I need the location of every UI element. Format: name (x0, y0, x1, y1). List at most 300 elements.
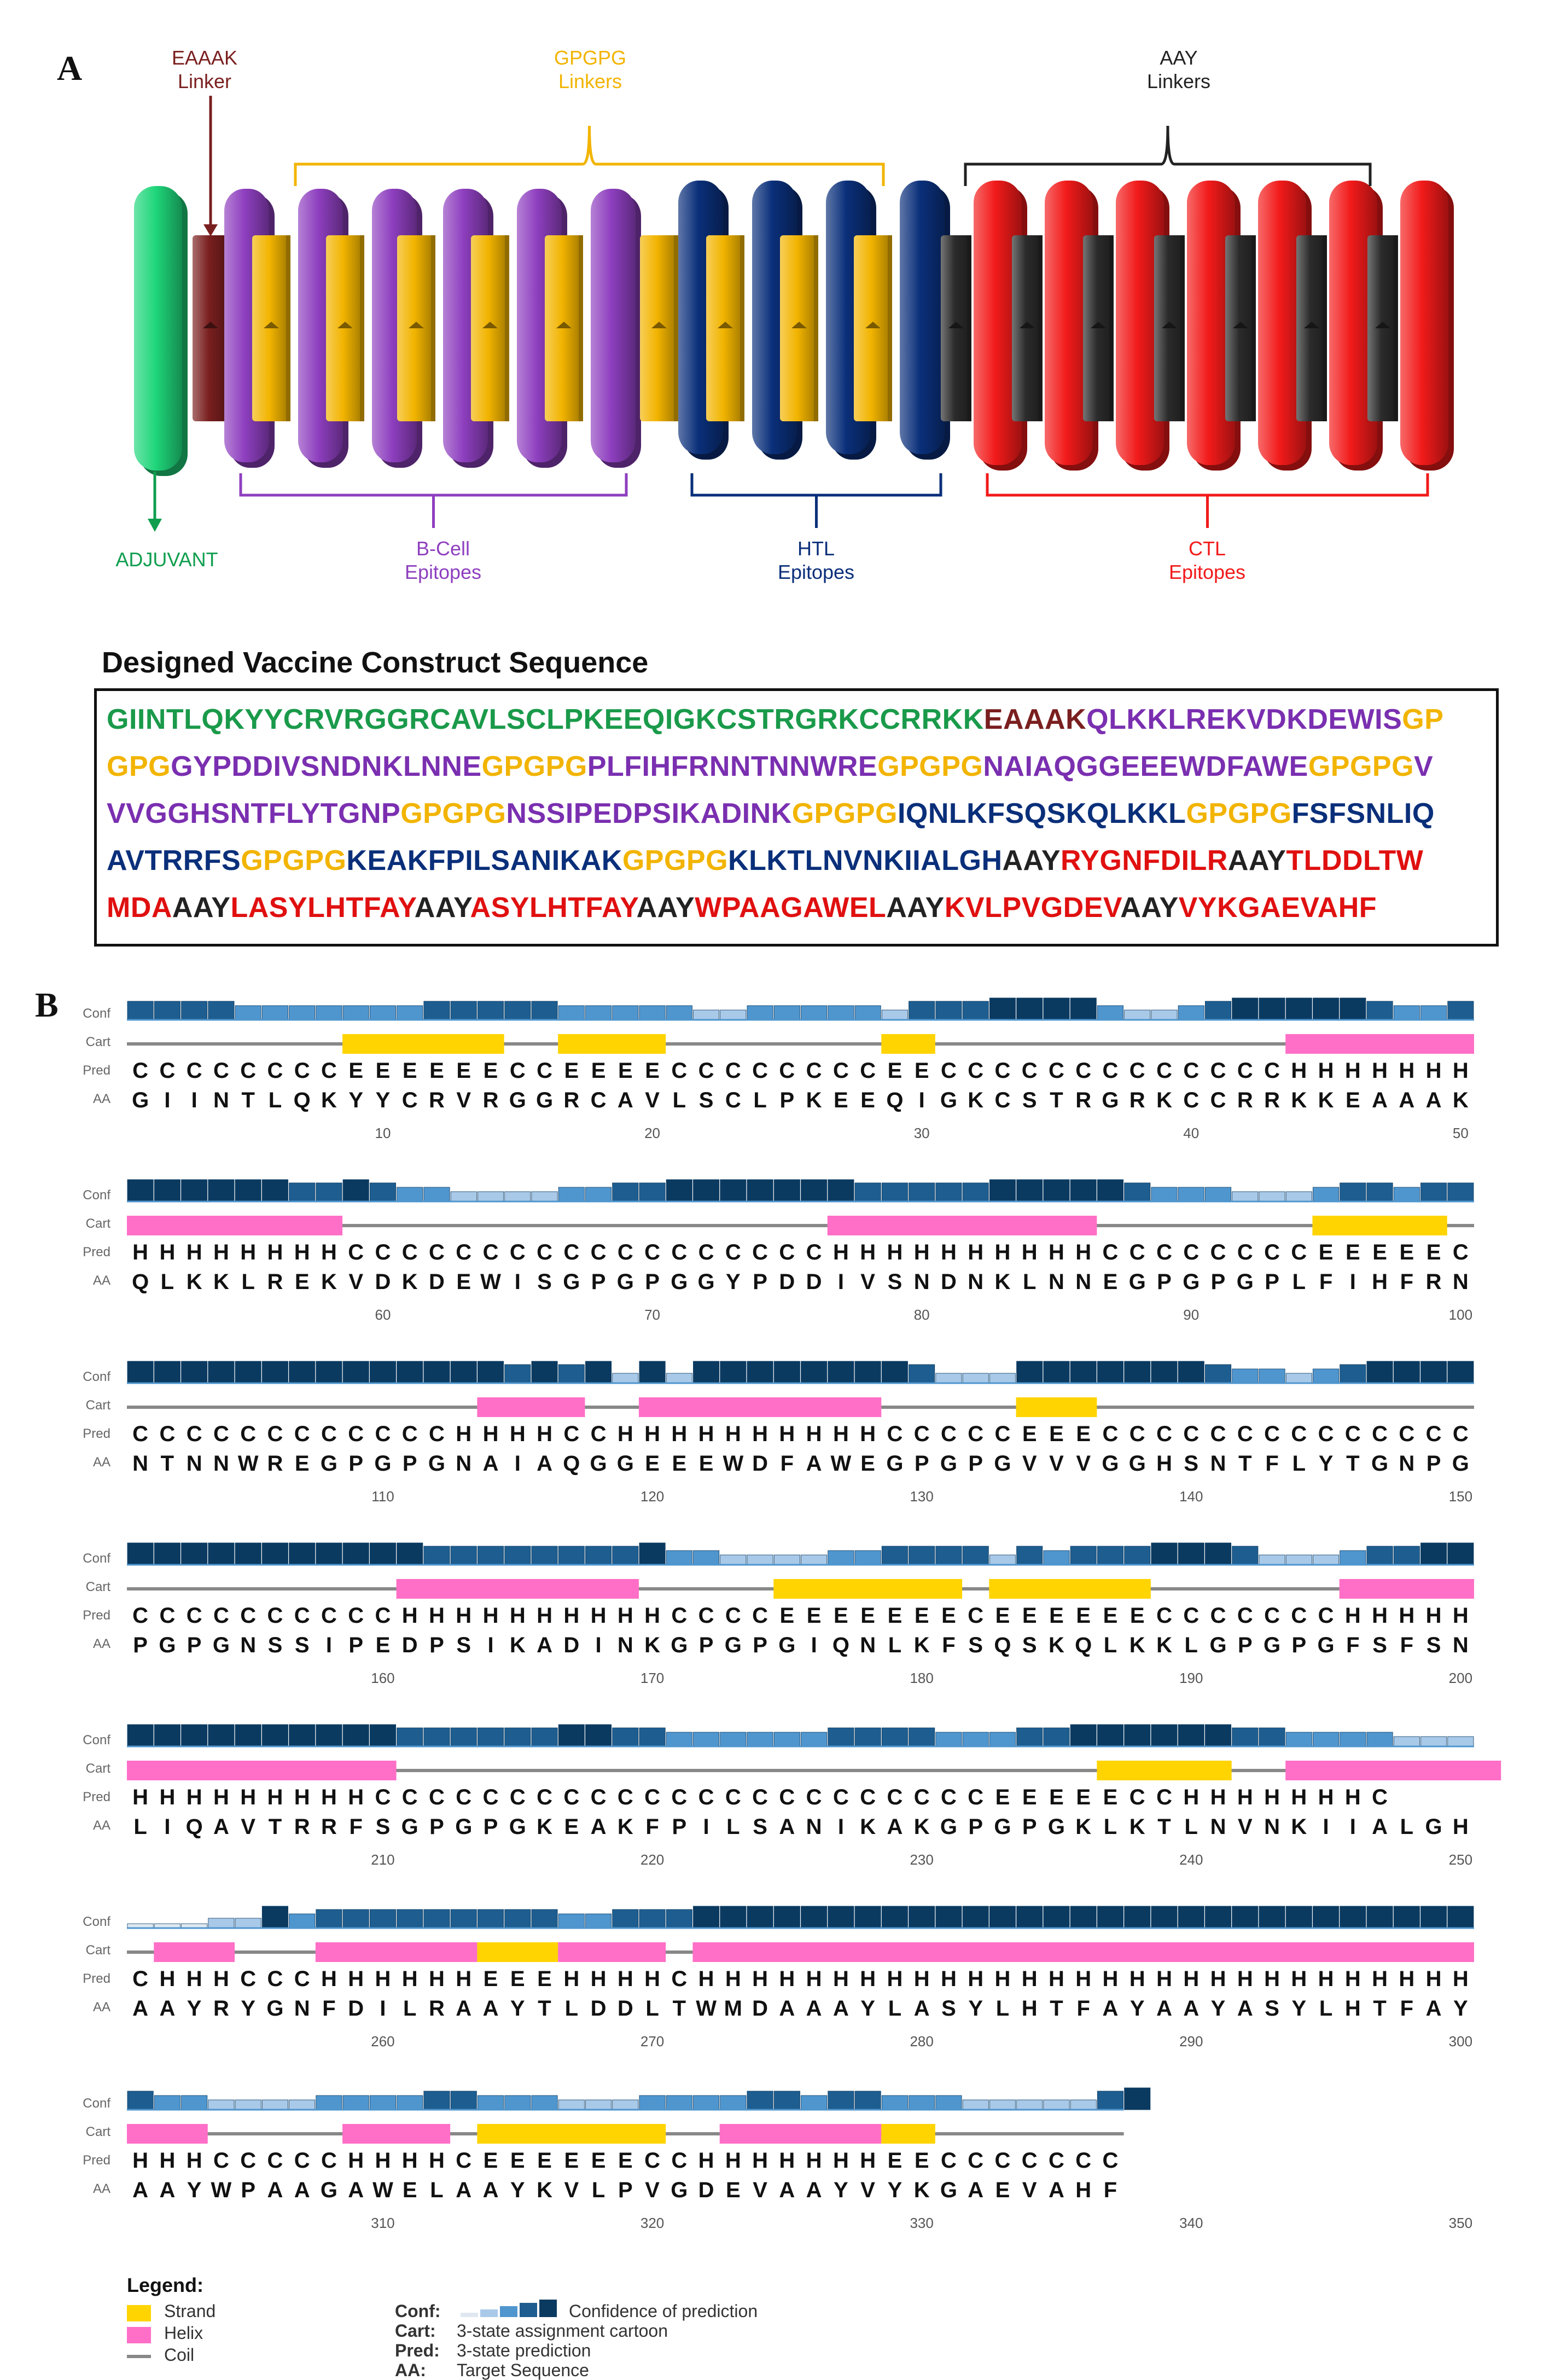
conf-bar (1313, 1555, 1338, 1565)
conf-bar (1340, 1906, 1366, 1928)
conf-bar (1151, 1187, 1177, 1201)
conf-bar (1044, 1906, 1069, 1928)
conf-bar (1448, 1543, 1474, 1565)
aay-linker (1154, 235, 1185, 421)
conf-bar (343, 1909, 369, 1928)
pred-letter: H (1291, 1059, 1307, 1083)
conf-bar (1044, 1361, 1069, 1383)
conf-bar (1017, 1361, 1043, 1383)
aa-letter: E (698, 1452, 714, 1476)
conf-bar (235, 1361, 261, 1383)
aa-letter: N (132, 1452, 149, 1476)
aa-letter: W (372, 2178, 393, 2202)
pred-letter: H (456, 1422, 472, 1446)
aa-letter: G (266, 1996, 284, 2021)
conf-bar (1178, 1906, 1204, 1928)
conf-bar (343, 1543, 369, 1565)
conf-bar (1097, 1180, 1123, 1201)
aa-letter: K (1291, 1088, 1307, 1112)
conf-bar (1178, 1006, 1204, 1020)
aa-letter: A (159, 1996, 176, 2021)
aa-letter: K (913, 1633, 930, 1657)
conf-bar (855, 1728, 881, 1746)
pred-letter: C (940, 1785, 957, 1809)
pred-letter: C (590, 1240, 607, 1264)
conf-bar (127, 1543, 153, 1565)
conf-bar (397, 2095, 423, 2110)
aa-letter: K (1452, 1088, 1469, 1112)
pred-letter: C (725, 1240, 741, 1264)
pred-letter: C (940, 2149, 957, 2173)
conf-bar (532, 1909, 557, 1928)
aa-letter: T (1050, 1996, 1063, 2021)
conf-bar (182, 2095, 207, 2110)
pred-letter: C (1372, 1785, 1388, 1809)
conf-bar (182, 1180, 207, 1201)
pred-letter: C (240, 2149, 257, 2173)
conf-bar (289, 1914, 315, 1928)
pred-letter: C (186, 1422, 202, 1446)
conf-bar (774, 1555, 800, 1565)
pred-letter: E (618, 1059, 633, 1083)
pred-letter: C (644, 1240, 661, 1264)
aa-letter: G (940, 1815, 957, 1839)
conf-bar (1367, 1183, 1393, 1201)
conf-bar (127, 2091, 153, 2110)
pred-letter: E (1318, 1240, 1334, 1264)
aa-letter: H (1372, 1270, 1388, 1294)
aa-letter: L (1184, 1815, 1198, 1839)
pred-letter: C (537, 1240, 552, 1264)
aa-letter: P (1291, 1633, 1307, 1657)
sequence-segment: AAY (414, 892, 470, 924)
pred-letter: C (887, 1785, 903, 1809)
pred-letter: C (509, 1059, 526, 1083)
conf-bar (1125, 1183, 1150, 1201)
pred-letter: H (186, 1240, 202, 1264)
aa-letter: K (806, 1088, 822, 1112)
aa-letter: A (132, 2178, 149, 2202)
aa-letter: S (941, 1996, 956, 2021)
pred-letter: E (1426, 1240, 1441, 1264)
aa-letter: A (213, 1815, 229, 1839)
pred-letter: C (1102, 1059, 1119, 1083)
pred-letter: E (348, 1059, 364, 1083)
aa-letter: L (268, 1088, 282, 1112)
aa-letter: A (806, 1996, 822, 2021)
pred-letter: C (348, 1240, 364, 1264)
conf-bar (1448, 1183, 1474, 1201)
pred-letter: C (294, 2149, 310, 2173)
panel-a-label: A (57, 49, 83, 88)
pred-letter: C (401, 1422, 418, 1446)
aa-letter: A (132, 1996, 149, 2021)
aa-letter: K (1075, 1815, 1092, 1839)
aa-letter: Q (886, 1088, 904, 1112)
conf-bar (370, 1361, 395, 1383)
conf-bar (1340, 1732, 1366, 1746)
conf-bar (262, 1906, 288, 1928)
row-label: Pred (83, 1971, 110, 1986)
pred-letter: H (617, 1967, 633, 1991)
conf-bar (585, 1725, 611, 1746)
pred-letter: H (913, 1967, 930, 1991)
pred-letter: H (752, 1967, 768, 1991)
aa-letter: G (1236, 1270, 1254, 1294)
pred-letter: H (1425, 1059, 1442, 1083)
pred-letter: C (267, 1604, 283, 1628)
pred-letter: C (240, 1422, 257, 1446)
pred-letter: E (1372, 1240, 1387, 1264)
pred-letter: H (832, 2149, 849, 2173)
aa-letter: S (698, 1088, 714, 1112)
aa-letter: K (1129, 1633, 1145, 1657)
conf-bar (451, 1546, 476, 1565)
conf-bar (397, 1909, 423, 1928)
conf-bar (666, 1732, 692, 1746)
aa-letter: E (672, 1452, 687, 1476)
pred-letter: H (860, 1967, 876, 1991)
gpgpg-label: GPGPG Linkers (554, 47, 627, 93)
conf-bar (316, 1361, 342, 1383)
conf-bar (1017, 1180, 1043, 1201)
conf-bar (882, 1010, 907, 1020)
pred-letter: C (321, 1422, 337, 1446)
aa-letter: H (1156, 1452, 1172, 1476)
conf-bar (1313, 998, 1338, 1020)
sequence-segment: GPGPG (1308, 751, 1414, 782)
pred-letter: E (1103, 1785, 1118, 1809)
row-label: Conf (83, 1733, 110, 1748)
row-label: Cart (85, 1216, 110, 1231)
aa-letter: F (1400, 1633, 1414, 1657)
pred-letter: H (1075, 1967, 1092, 1991)
pred-letter: C (456, 1240, 472, 1264)
conf-bar (1313, 1369, 1338, 1383)
aa-letter: G (159, 1633, 176, 1657)
pred-letter: H (1425, 1604, 1442, 1628)
aa-letter: G (1263, 1633, 1281, 1657)
aa-letter: L (888, 1633, 902, 1657)
row-label: AA (92, 2181, 110, 2196)
tick-label: 50 (1452, 1125, 1469, 1141)
row-label: AA (92, 2000, 110, 2015)
tick-label: 130 (910, 1488, 934, 1505)
pred-letter: H (913, 1240, 930, 1264)
conf-bar (370, 2095, 395, 2110)
aa-letter: E (834, 1088, 848, 1112)
pred-letter: C (617, 1785, 633, 1809)
aa-letter: I (703, 1815, 709, 1839)
conf-bar (1044, 2100, 1069, 2110)
pred-letter: H (429, 2149, 445, 2173)
pred-letter: E (618, 2149, 633, 2173)
pred-letter: C (671, 2149, 688, 2173)
pred-letter: H (456, 1967, 472, 1991)
aa-letter: Y (375, 1088, 391, 1112)
pred-letter: H (1021, 1240, 1038, 1264)
pred-letter: E (887, 2149, 902, 2173)
aa-letter: N (294, 1996, 310, 2021)
aa-letter: Y (187, 2178, 202, 2202)
legend-item-label: Strand (164, 2301, 216, 2321)
aa-letter: E (995, 2178, 1010, 2202)
aa-letter: K (1318, 1088, 1334, 1112)
aa-letter: P (1022, 1815, 1037, 1839)
aa-letter: A (590, 1815, 607, 1839)
aa-letter: L (133, 1815, 147, 1839)
pred-letter: C (321, 1059, 337, 1083)
pred-letter: H (940, 1967, 957, 1991)
pred-letter: C (1452, 1240, 1469, 1264)
pred-letter: E (914, 1059, 929, 1083)
pred-letter: H (725, 1967, 741, 1991)
tick-label: 110 (371, 1488, 394, 1505)
conf-bar (936, 1732, 962, 1746)
strand-segment (989, 1579, 1151, 1599)
aa-letter: P (483, 1815, 498, 1839)
pred-letter: H (994, 1240, 1011, 1264)
aa-letter: G (1371, 1452, 1389, 1476)
conf-bar (1097, 1546, 1123, 1565)
pred-letter: H (1344, 1967, 1361, 1991)
aa-letter: G (401, 1815, 418, 1839)
conf-bar (747, 1732, 773, 1746)
aa-letter: A (806, 2178, 822, 2202)
pred-letter: C (429, 1422, 445, 1446)
pred-letter: H (240, 1240, 257, 1264)
aa-letter: K (1156, 1633, 1172, 1657)
aa-letter: T (538, 1996, 551, 2021)
conf-bar (505, 1365, 531, 1383)
sequence-segment: V (1414, 751, 1434, 782)
conf-bar (1151, 1543, 1177, 1565)
aa-letter: V (241, 1815, 256, 1839)
aa-letter: C (1183, 1088, 1200, 1112)
conf-bar (262, 1006, 288, 1020)
legend-swatch (127, 2305, 151, 2321)
pred-letter: C (1264, 1240, 1280, 1264)
pred-letter: H (1344, 1604, 1361, 1628)
aa-letter: P (133, 1633, 148, 1657)
conf-ramp (480, 2309, 498, 2317)
arrow-head (148, 519, 162, 532)
aa-letter: I (191, 1088, 197, 1112)
aa-letter: I (595, 1633, 602, 1657)
legend-desc: 3-state assignment cartoon (457, 2321, 668, 2341)
conf-bar (666, 2095, 692, 2110)
aa-letter: E (1345, 1088, 1360, 1112)
row-label: Conf (83, 1369, 110, 1384)
aa-letter: Q (832, 1633, 849, 1657)
aa-letter: K (913, 2178, 930, 2202)
pred-letter: C (1264, 1422, 1280, 1446)
aa-letter: V (1049, 1452, 1064, 1476)
pred-letter: H (1183, 1967, 1200, 1991)
aa-letter: G (374, 1452, 392, 1476)
pred-letter: H (698, 1422, 714, 1446)
aa-letter: I (164, 1088, 171, 1112)
aa-letter: G (1128, 1270, 1146, 1294)
pred-letter: C (968, 1059, 984, 1083)
aa-letter: G (320, 1452, 338, 1476)
aa-letter: P (429, 1633, 444, 1657)
sequence-segment: AAY (636, 892, 695, 924)
aa-letter: L (888, 1996, 902, 2021)
aa-letter: A (1372, 1088, 1388, 1112)
pred-letter: C (1183, 1604, 1200, 1628)
aa-letter: A (1102, 1996, 1119, 2021)
aa-letter: T (1238, 1452, 1252, 1476)
aa-letter: Y (887, 2178, 902, 2202)
aa-letter: K (1156, 1088, 1172, 1112)
pred-letter: C (132, 1967, 149, 1991)
aa-letter: D (590, 1996, 607, 2021)
tick-label: 170 (640, 1670, 665, 1686)
aa-letter: G (1317, 1633, 1335, 1657)
sequence-segment: GPGPG (400, 798, 506, 829)
conf-bar (424, 1546, 450, 1565)
aa-letter: G (616, 1452, 634, 1476)
aa-letter: L (241, 1270, 255, 1294)
pred-letter: H (429, 1604, 445, 1628)
conf-bar (1044, 1728, 1069, 1746)
conf-bar (882, 1728, 907, 1746)
aa-letter: F (1400, 1996, 1414, 2021)
aa-letter: E (645, 1452, 660, 1476)
conf-bar (585, 1546, 611, 1565)
pred-letter: C (1210, 1604, 1226, 1628)
gpgpg-linker (854, 235, 892, 421)
aa-letter: T (241, 1088, 255, 1112)
aa-letter: N (1210, 1815, 1226, 1839)
sequence-segment: AAY (1002, 845, 1061, 876)
aa-letter: Y (726, 1270, 741, 1294)
aa-letter: L (672, 1088, 686, 1112)
conf-bar (343, 1725, 369, 1746)
pred-letter: H (860, 1240, 876, 1264)
pred-letter: H (1264, 1967, 1280, 1991)
aa-letter: L (1022, 1270, 1037, 1294)
conf-bar (639, 1006, 665, 1020)
pred-letter: H (294, 1785, 310, 1809)
aa-letter: A (779, 1996, 795, 2021)
pred-letter: H (1237, 1967, 1253, 1991)
conf-bar (909, 2095, 935, 2110)
aa-letter: S (1426, 1633, 1441, 1657)
legend-title: Legend: (127, 2274, 203, 2296)
pred-letter: E (887, 1059, 902, 1083)
conf-bar (182, 1725, 207, 1746)
aa-letter: L (591, 2178, 605, 2202)
aa-letter: G (132, 1088, 149, 1112)
conf-bar (963, 1546, 988, 1565)
pred-letter: E (591, 2149, 606, 2173)
aa-letter: L (1103, 1633, 1117, 1657)
conf-bar (747, 1006, 773, 1020)
aa-letter: A (887, 1815, 903, 1839)
conf-bar (235, 1543, 261, 1565)
tick-label: 20 (644, 1125, 661, 1141)
bracket (692, 473, 941, 528)
conf-bar (478, 1546, 503, 1565)
aa-letter: D (348, 1996, 364, 2021)
pred-letter: H (968, 1240, 984, 1264)
conf-bar (801, 1732, 827, 1746)
pred-letter: C (1183, 1240, 1200, 1264)
conf-bar (855, 2091, 881, 2110)
aa-letter: Q (132, 1270, 149, 1294)
aa-letter: L (753, 1088, 767, 1112)
conf-bar (828, 1361, 854, 1383)
pred-letter: H (725, 1422, 741, 1446)
aa-letter: A (267, 2178, 283, 2202)
aa-letter: A (456, 2178, 472, 2202)
aa-letter: A (617, 1088, 633, 1112)
conf-bar (127, 1725, 153, 1746)
aa-letter: V (645, 1088, 660, 1112)
pred-letter: C (779, 1059, 795, 1083)
conf-bar (1232, 1546, 1258, 1565)
conf-bar (1420, 1361, 1446, 1383)
pred-letter: H (1049, 1967, 1064, 1991)
aa-letter: P (645, 1270, 660, 1294)
sequence-segment: ASYLHTFAY (470, 892, 637, 924)
aa-letter: V (456, 1088, 471, 1112)
pred-letter: C (1049, 1059, 1064, 1083)
pred-letter: C (994, 1422, 1011, 1446)
conf-bar (1259, 1369, 1285, 1383)
aa-letter: A (968, 2178, 984, 2202)
pred-letter: E (1076, 1604, 1091, 1628)
conf-bar (666, 1551, 692, 1565)
pred-letter: C (860, 1785, 876, 1809)
aa-letter: A (482, 2178, 499, 2202)
helix-segment (127, 2124, 208, 2144)
aa-letter: K (617, 1815, 633, 1839)
aa-letter: N (1399, 1452, 1415, 1476)
row-label: Conf (83, 1551, 110, 1566)
aa-letter: P (348, 1633, 364, 1657)
conf-bar (989, 2100, 1015, 2110)
aa-letter: D (752, 1996, 768, 2021)
aa-letter: P (1265, 1270, 1279, 1294)
pred-letter: H (348, 1967, 364, 1991)
conf-bar (558, 1365, 584, 1383)
conf-bar (1340, 1183, 1366, 1201)
conf-bar (963, 1373, 988, 1383)
row-label: Cart (85, 1943, 110, 1958)
conf-bar (882, 1361, 907, 1383)
aa-letter: R (563, 1088, 580, 1112)
conf-bar (909, 1906, 935, 1928)
conf-bar (316, 2095, 342, 2110)
conf-bar (1340, 1551, 1366, 1565)
eaaak-label: EAAAK Linker (171, 47, 238, 93)
pred-letter: H (860, 1422, 876, 1446)
aa-letter: A (1372, 1815, 1388, 1839)
conf-bar (909, 1001, 935, 1020)
conf-bar (1394, 1361, 1419, 1383)
conf-bar (424, 2091, 450, 2110)
pred-letter: E (1399, 1240, 1414, 1264)
pred-letter: C (1291, 1240, 1307, 1264)
aa-letter: I (918, 1088, 925, 1112)
conf-bar (801, 1361, 827, 1383)
row-label: Pred (83, 1426, 110, 1441)
conf-bar (1097, 2091, 1123, 2110)
pred-letter: H (186, 1967, 202, 1991)
